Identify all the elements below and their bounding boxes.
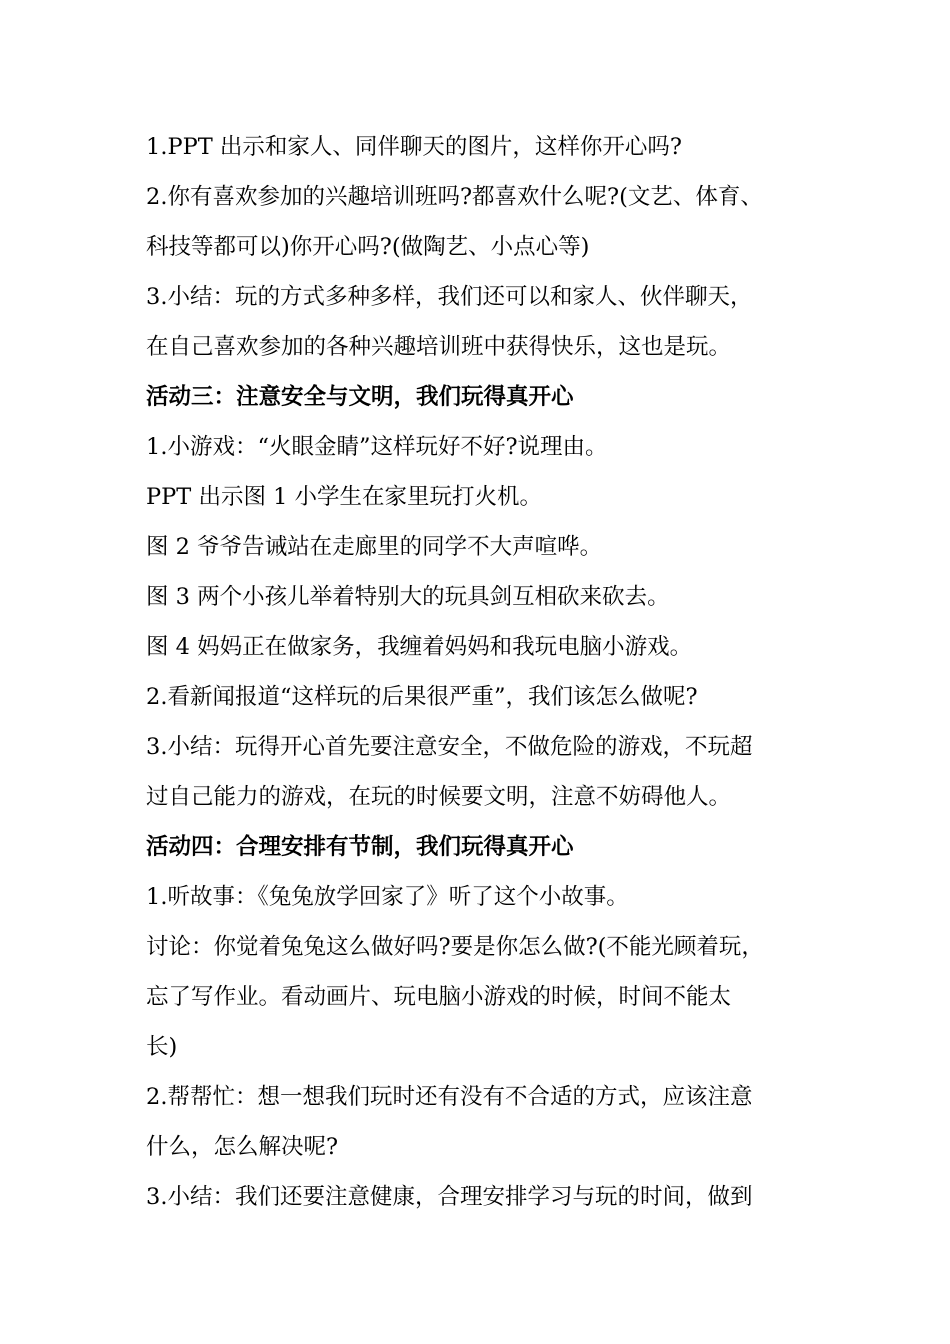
text-line: 3.小结：玩的方式多种多样，我们还可以和家人、伙伴聊天， (146, 284, 753, 310)
text-line: 忘了写作业。看动画片、玩电脑小游戏的时候，时间不能太 (146, 984, 732, 1010)
text-line: 2.看新闻报道“这样玩的后果很严重”，我们该怎么做呢? (146, 684, 698, 710)
text-line: 3.小结：玩得开心首先要注意安全，不做危险的游戏，不玩超 (146, 734, 753, 760)
text-line: PPT 出示图 1 小学生在家里玩打火机。 (146, 484, 543, 510)
text-line: 2.帮帮忙：想一想我们玩时还有没有不合适的方式，应该注意 (146, 1084, 753, 1110)
text-line: 过自己能力的游戏，在玩的时候要文明，注意不妨碍他人。 (146, 784, 732, 810)
text-line: 科技等都可以)你开心吗?(做陶艺、小点心等) (146, 234, 590, 260)
document-body (146, 122, 836, 1222)
text-line: 3.小结：我们还要注意健康，合理安排学习与玩的时间，做到 (146, 1184, 753, 1210)
section-heading: 活动四：合理安排有节制，我们玩得真开心 (146, 834, 574, 860)
section-heading: 活动三：注意安全与文明，我们玩得真开心 (146, 384, 574, 410)
text-line: 1.小游戏：“火眼金睛”这样玩好不好?说理由。 (146, 434, 608, 460)
text-line: 图 4 妈妈正在做家务，我缠着妈妈和我玩电脑小游戏。 (146, 634, 693, 660)
text-line: 1.听故事：《兔兔放学回家了》听了这个小故事。 (146, 884, 629, 910)
text-line: 1.PPT 出示和家人、同伴聊天的图片，这样你开心吗? (146, 134, 682, 160)
text-line: 图 3 两个小孩儿举着特别大的玩具剑互相砍来砍去。 (146, 584, 670, 610)
text-line: 什么，怎么解决呢? (146, 1134, 339, 1160)
text-line: 图 2 爷爷告诫站在走廊里的同学不大声喧哗。 (146, 534, 603, 560)
text-line: 讨论：你觉着兔兔这么做好吗?要是你怎么做?(不能光顾着玩， (146, 934, 764, 960)
text-line: 长) (146, 1034, 178, 1060)
text-line: 2.你有喜欢参加的兴趣培训班吗?都喜欢什么呢?(文艺、体育、 (146, 184, 763, 210)
text-line: 在自己喜欢参加的各种兴趣培训班中获得快乐，这也是玩。 (146, 334, 732, 360)
